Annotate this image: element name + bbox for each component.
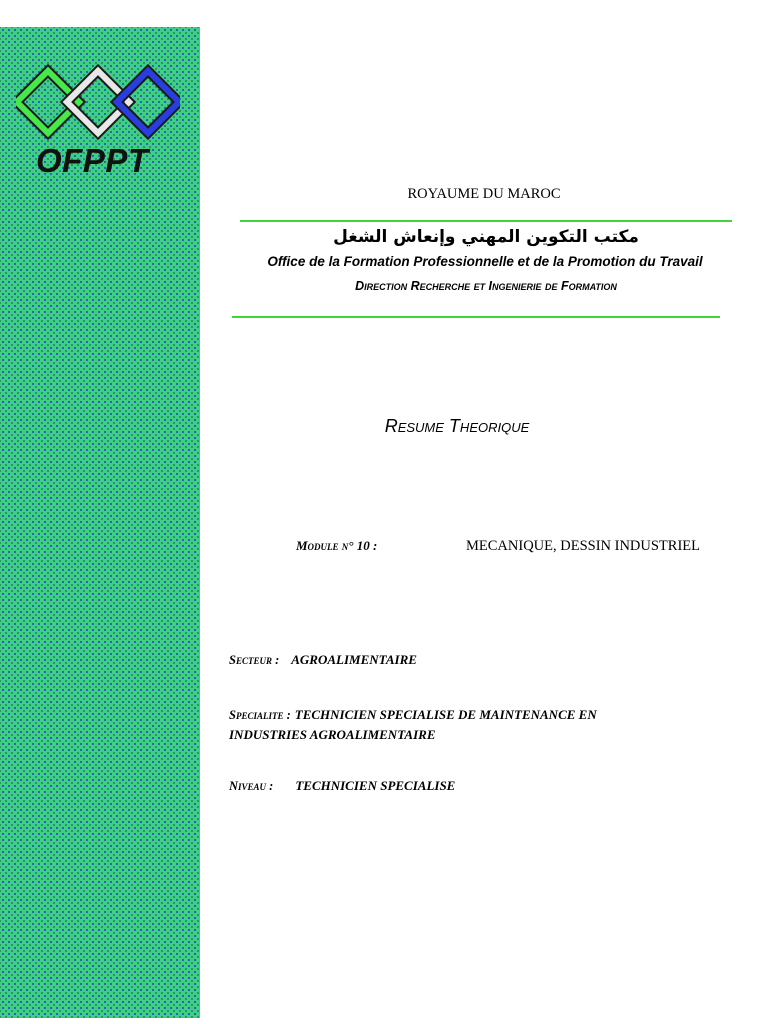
niveau-value: TECHNICIEN SPECIALISE <box>295 778 456 793</box>
office-title: Office de la Formation Professionnelle et de la Promotion du Travail <box>267 254 703 269</box>
document-title: Resume Theorique <box>384 416 530 436</box>
secteur-value: AGROALIMENTAIRE <box>291 652 417 667</box>
kingdom-heading: ROYAUME DU MAROC <box>407 186 561 202</box>
specialite-block <box>229 705 669 745</box>
module-label: Module n° 10 : <box>296 538 378 553</box>
module-title: MECANIQUE, DESSIN INDUSTRIEL <box>466 538 701 554</box>
niveau-label: Niveau : <box>229 779 274 793</box>
specialite-value: TECHNICIEN SPECIALISE DE MAINTENANCE EN INDUSTRIES AGROALIMENTAIRE <box>229 707 597 742</box>
bottom-divider <box>232 316 720 318</box>
niveau-line <box>229 777 455 795</box>
direction-title: Direction Recherche et Ingenierie de Formation <box>355 279 617 293</box>
secteur-label: Secteur : <box>229 653 280 667</box>
specialite-label: Specialite : <box>229 708 291 722</box>
secteur-line <box>229 651 417 669</box>
ofppt-logo-icon <box>16 62 180 142</box>
logo-text: OFPPT <box>36 142 149 179</box>
top-divider <box>240 220 732 222</box>
arabic-office-title: مكتب التكوين المهني وإنعاش الشغل <box>333 227 639 247</box>
